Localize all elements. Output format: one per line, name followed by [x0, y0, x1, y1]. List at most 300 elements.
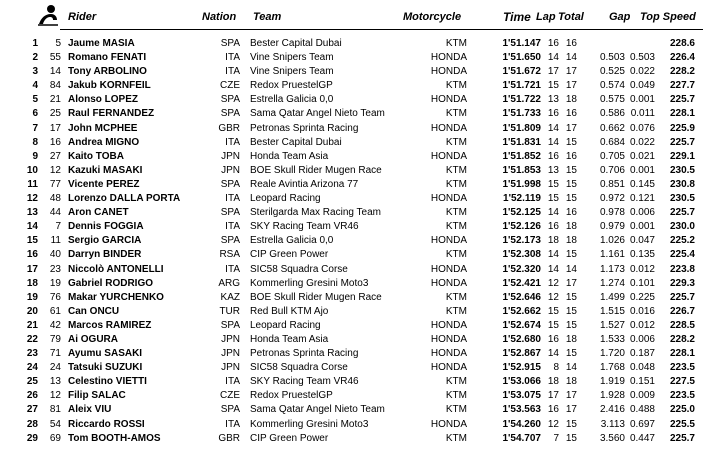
- gap-first-cell: 0.575: [599, 94, 625, 106]
- rider-name-cell: Lorenzo DALLA PORTA: [68, 193, 181, 205]
- nation-cell: ITA: [225, 418, 240, 430]
- rider-number-cell: 54: [49, 418, 61, 430]
- gap-previous-cell: 0.225: [629, 291, 655, 303]
- motorcycle-cell: KTM: [445, 432, 467, 444]
- team-cell: Petronas Sprinta Racing: [250, 122, 359, 134]
- header-team: Team: [253, 11, 282, 23]
- best-lap-cell: 14: [547, 263, 559, 275]
- top-speed-cell: 229.1: [669, 150, 695, 162]
- top-speed-cell: 227.7: [669, 80, 695, 92]
- motorcycle-cell: KTM: [445, 108, 467, 120]
- lap-time-cell: 1'51.733: [502, 108, 541, 120]
- gap-previous-cell: 0.151: [629, 376, 655, 388]
- top-speed-cell: 223.5: [669, 362, 695, 374]
- rider-number-cell: 13: [49, 376, 61, 388]
- team-cell: CIP Green Power: [250, 432, 329, 444]
- lap-time-cell: 1'53.075: [502, 390, 541, 402]
- gap-first-cell: 1.533: [599, 333, 625, 345]
- team-cell: Vine Snipers Team: [250, 52, 334, 64]
- nation-cell: ITA: [225, 376, 240, 388]
- top-speed-cell: 230.5: [669, 164, 695, 176]
- table-row: [0, 177, 709, 191]
- motorcycle-cell: HONDA: [430, 52, 467, 64]
- nation-cell: ITA: [225, 263, 240, 275]
- nation-cell: ITA: [225, 193, 240, 205]
- gap-first-cell: 0.705: [599, 150, 625, 162]
- table-row: [0, 135, 709, 149]
- gap-first-cell: 3.113: [600, 418, 625, 430]
- rider-number-cell: 79: [49, 333, 61, 345]
- motorcycle-cell: KTM: [445, 291, 467, 303]
- rider-name-cell: Niccolò ANTONELLI: [68, 263, 164, 275]
- total-laps-cell: 14: [565, 362, 577, 374]
- team-cell: SKY Racing Team VR46: [250, 221, 359, 233]
- total-laps-cell: 18: [565, 376, 577, 388]
- motorcycle-cell: KTM: [445, 390, 467, 402]
- total-laps-cell: 15: [565, 193, 577, 205]
- rider-name-cell: Celestino VIETTI: [68, 376, 147, 388]
- gap-previous-cell: 0.001: [629, 164, 655, 176]
- position-cell: 27: [26, 404, 38, 416]
- rider-number-cell: 69: [49, 432, 61, 444]
- lap-time-cell: 1'54.260: [502, 418, 541, 430]
- lap-time-cell: 1'52.173: [502, 235, 541, 247]
- team-cell: Redox PruestelGP: [250, 390, 333, 402]
- top-speed-cell: 225.4: [669, 249, 695, 261]
- table-row: [0, 402, 709, 416]
- team-cell: SIC58 Squadra Corse: [250, 362, 348, 374]
- rider-name-cell: Alonso LOPEZ: [68, 94, 138, 106]
- gap-previous-cell: 0.121: [629, 193, 655, 205]
- rider-number-cell: 48: [49, 193, 61, 205]
- rider-name-cell: Makar YURCHENKO: [68, 291, 164, 303]
- total-laps-cell: 15: [565, 432, 577, 444]
- rider-number-cell: 84: [49, 80, 61, 92]
- gap-first-cell: 0.503: [599, 52, 625, 64]
- team-cell: Kommerling Gresini Moto3: [250, 277, 369, 289]
- best-lap-cell: 7: [553, 432, 559, 444]
- best-lap-cell: 15: [547, 319, 559, 331]
- gap-first-cell: 0.586: [599, 108, 625, 120]
- lap-time-cell: 1'51.809: [502, 122, 541, 134]
- table-row: [0, 304, 709, 318]
- gap-previous-cell: 0.049: [629, 80, 655, 92]
- gap-previous-cell: 0.697: [629, 418, 655, 430]
- total-laps-cell: 17: [565, 66, 577, 78]
- table-row: [0, 92, 709, 106]
- motorcycle-cell: HONDA: [430, 319, 467, 331]
- team-cell: Bester Capital Dubai: [250, 136, 342, 148]
- best-lap-cell: 14: [547, 348, 559, 360]
- gap-previous-cell: 0.135: [629, 249, 655, 261]
- rider-number-cell: 77: [49, 178, 61, 190]
- nation-cell: CZE: [220, 390, 240, 402]
- header-motorcycle: Motorcycle: [403, 11, 462, 23]
- top-speed-cell: 225.7: [669, 207, 695, 219]
- gap-previous-cell: 0.009: [629, 390, 655, 402]
- team-cell: Reale Avintia Arizona 77: [250, 178, 359, 190]
- header-time: Time: [503, 10, 531, 24]
- position-cell: 2: [32, 52, 38, 64]
- top-speed-cell: 225.9: [669, 122, 695, 134]
- lap-time-cell: 1'52.320: [502, 263, 541, 275]
- top-speed-cell: 230.8: [669, 178, 695, 190]
- lap-time-cell: 1'52.680: [502, 333, 541, 345]
- nation-cell: JPN: [221, 150, 240, 162]
- total-laps-cell: 17: [565, 404, 577, 416]
- best-lap-cell: 17: [547, 66, 559, 78]
- team-cell: BOE Skull Rider Mugen Race: [250, 291, 382, 303]
- position-cell: 1: [32, 38, 38, 49]
- rider-name-cell: Aleix VIU: [68, 404, 112, 416]
- motorcycle-cell: HONDA: [430, 122, 467, 134]
- best-lap-cell: 12: [547, 418, 559, 430]
- motorcycle-cell: HONDA: [430, 348, 467, 360]
- nation-cell: SPA: [220, 235, 240, 247]
- best-lap-cell: 13: [547, 164, 559, 176]
- nation-cell: JPN: [221, 164, 240, 176]
- lap-time-cell: 1'52.646: [502, 291, 541, 303]
- rider-name-cell: Riccardo ROSSI: [68, 418, 145, 430]
- total-laps-cell: 15: [565, 249, 577, 261]
- header-top-speed: Top Speed: [640, 11, 696, 23]
- top-speed-cell: 228.2: [669, 333, 695, 345]
- rider-number-cell: 42: [49, 319, 61, 331]
- nation-cell: JPN: [221, 348, 240, 360]
- table-row: [0, 374, 709, 388]
- best-lap-cell: 16: [547, 108, 559, 120]
- gap-previous-cell: 0.012: [629, 263, 655, 275]
- table-row: [0, 163, 709, 177]
- rider-name-cell: Filip SALAC: [68, 390, 126, 402]
- team-cell: Estrella Galicia 0,0: [250, 94, 334, 106]
- rider-name-cell: Jakub KORNFEIL: [68, 80, 151, 92]
- motorcycle-cell: KTM: [445, 164, 467, 176]
- total-laps-cell: 14: [565, 52, 577, 64]
- gap-previous-cell: 0.021: [629, 150, 655, 162]
- rider-number-cell: 25: [49, 108, 61, 120]
- top-speed-cell: 230.0: [669, 221, 695, 233]
- position-cell: 17: [26, 263, 38, 275]
- total-laps-cell: 15: [565, 178, 577, 190]
- position-cell: 19: [26, 291, 38, 303]
- lap-time-cell: 1'52.308: [502, 249, 541, 261]
- lap-time-cell: 1'52.915: [502, 362, 541, 374]
- gap-previous-cell: 0.503: [629, 52, 655, 64]
- gap-first-cell: 1.720: [599, 348, 625, 360]
- nation-cell: ITA: [225, 66, 240, 78]
- gap-previous-cell: 0.016: [629, 305, 655, 317]
- top-speed-cell: 225.7: [669, 94, 695, 106]
- gap-previous-cell: 0.187: [629, 348, 655, 360]
- motorcycle-cell: KTM: [445, 249, 467, 261]
- position-cell: 13: [26, 207, 38, 219]
- lap-time-cell: 1'51.831: [502, 136, 541, 148]
- gap-previous-cell: 0.011: [630, 108, 655, 120]
- table-row: [0, 36, 709, 50]
- table-row: [0, 431, 709, 445]
- header-nation: Nation: [202, 11, 237, 23]
- total-laps-cell: 16: [565, 207, 577, 219]
- rider-name-cell: Tatsuki SUZUKI: [68, 362, 143, 374]
- table-row: [0, 121, 709, 135]
- motorcycle-cell: KTM: [445, 207, 467, 219]
- best-lap-cell: 15: [547, 80, 559, 92]
- position-cell: 12: [26, 193, 38, 205]
- gap-first-cell: 1.026: [599, 235, 625, 247]
- motorcycle-cell: HONDA: [430, 235, 467, 247]
- gap-first-cell: 1.527: [599, 319, 625, 331]
- top-speed-cell: 225.5: [669, 418, 695, 430]
- motorcycle-cell: HONDA: [430, 362, 467, 374]
- rider-name-cell: Ayumu SASAKI: [68, 348, 143, 360]
- position-cell: 15: [26, 235, 38, 247]
- rider-number-cell: 23: [49, 263, 61, 275]
- best-lap-cell: 14: [547, 136, 559, 148]
- top-speed-cell: 228.1: [669, 348, 695, 360]
- motorcycle-cell: KTM: [445, 376, 467, 388]
- gap-previous-cell: 0.012: [629, 319, 655, 331]
- rider-name-cell: Marcos RAMIREZ: [68, 319, 152, 331]
- top-speed-cell: 223.5: [669, 390, 695, 402]
- nation-cell: ITA: [225, 221, 240, 233]
- team-cell: SKY Racing Team VR46: [250, 376, 359, 388]
- rider-number-cell: 21: [49, 94, 61, 106]
- rider-number-cell: 14: [49, 66, 61, 78]
- motorcycle-cell: HONDA: [430, 66, 467, 78]
- position-cell: 26: [26, 390, 38, 402]
- best-lap-cell: 16: [547, 150, 559, 162]
- total-laps-cell: 17: [565, 277, 577, 289]
- team-cell: Honda Team Asia: [250, 333, 329, 345]
- total-laps-cell: 18: [565, 94, 577, 106]
- top-speed-cell: 228.5: [669, 319, 695, 331]
- position-cell: 18: [26, 277, 38, 289]
- team-cell: Petronas Sprinta Racing: [250, 348, 359, 360]
- total-laps-cell: 15: [565, 418, 577, 430]
- rider-number-cell: 19: [49, 277, 61, 289]
- lap-time-cell: 1'52.674: [502, 319, 541, 331]
- gap-first-cell: 1.928: [599, 390, 625, 402]
- nation-cell: RSA: [219, 249, 240, 261]
- gap-previous-cell: 0.488: [629, 404, 655, 416]
- rider-name-cell: Gabriel RODRIGO: [68, 277, 154, 289]
- position-cell: 9: [32, 150, 38, 162]
- nation-cell: SPA: [220, 38, 240, 49]
- table-row: [0, 64, 709, 78]
- gap-first-cell: 1.274: [599, 277, 625, 289]
- lap-time-cell: 1'52.867: [502, 348, 541, 360]
- best-lap-cell: 14: [547, 249, 559, 261]
- team-cell: Leopard Racing: [250, 319, 321, 331]
- team-cell: Leopard Racing: [250, 193, 321, 205]
- position-cell: 23: [26, 348, 38, 360]
- total-laps-cell: 15: [565, 136, 577, 148]
- top-speed-cell: 225.7: [669, 432, 695, 444]
- top-speed-cell: 226.7: [669, 305, 695, 317]
- total-laps-cell: 18: [565, 333, 577, 345]
- top-speed-cell: 228.2: [669, 66, 695, 78]
- best-lap-cell: 17: [547, 390, 559, 402]
- position-cell: 21: [26, 319, 38, 331]
- table-row: [0, 318, 709, 332]
- best-lap-cell: 14: [547, 52, 559, 64]
- rider-number-cell: 76: [49, 291, 61, 303]
- team-cell: Bester Capital Dubai: [250, 38, 342, 49]
- motorcycle-cell: HONDA: [430, 193, 467, 205]
- gap-previous-cell: 0.022: [629, 66, 655, 78]
- gap-previous-cell: 0.006: [629, 333, 655, 345]
- team-cell: Vine Snipers Team: [250, 66, 334, 78]
- table-row: [0, 290, 709, 304]
- nation-cell: SPA: [220, 404, 240, 416]
- lap-time-cell: 1'51.853: [502, 164, 541, 176]
- table-row: [0, 360, 709, 374]
- gap-previous-cell: 0.006: [629, 207, 655, 219]
- rider-number-cell: 27: [49, 150, 61, 162]
- top-speed-cell: 223.8: [669, 263, 695, 275]
- lap-time-cell: 1'52.126: [502, 221, 541, 233]
- rider-name-cell: Dennis FOGGIA: [68, 221, 144, 233]
- total-laps-cell: 16: [565, 38, 577, 49]
- nation-cell: TUR: [219, 305, 240, 317]
- gap-first-cell: 0.574: [599, 80, 625, 92]
- table-row: [0, 50, 709, 64]
- team-cell: Red Bull KTM Ajo: [250, 305, 329, 317]
- top-speed-cell: 227.5: [669, 376, 695, 388]
- team-cell: Sama Qatar Angel Nieto Team: [250, 404, 385, 416]
- lap-time-cell: 1'53.563: [502, 404, 541, 416]
- results-table: [0, 36, 709, 445]
- motorcycle-cell: KTM: [445, 136, 467, 148]
- lap-time-cell: 1'52.421: [502, 277, 541, 289]
- nation-cell: GBR: [218, 432, 240, 444]
- gap-previous-cell: 0.022: [629, 136, 655, 148]
- gap-previous-cell: 0.101: [629, 277, 655, 289]
- rider-name-cell: Romano FENATI: [68, 52, 147, 64]
- motorcycle-cell: KTM: [445, 80, 467, 92]
- nation-cell: SPA: [220, 319, 240, 331]
- gap-first-cell: 1.499: [599, 291, 625, 303]
- motorcycle-cell: KTM: [445, 404, 467, 416]
- rider-name-cell: Sergio GARCIA: [68, 235, 142, 247]
- motorcycle-cell: KTM: [445, 305, 467, 317]
- motorcycle-rider-icon: [36, 3, 60, 27]
- position-cell: 25: [26, 376, 38, 388]
- table-row: [0, 262, 709, 276]
- table-row: [0, 233, 709, 247]
- rider-name-cell: Kaito TOBA: [68, 150, 124, 162]
- motorcycle-cell: HONDA: [430, 94, 467, 106]
- position-cell: 8: [32, 136, 38, 148]
- rider-number-cell: 55: [49, 52, 61, 64]
- rider-name-cell: Kazuki MASAKI: [68, 164, 143, 176]
- lap-time-cell: 1'52.119: [503, 193, 541, 205]
- top-speed-cell: 225.0: [669, 404, 695, 416]
- table-row: [0, 276, 709, 290]
- header-divider: [60, 29, 703, 30]
- motorcycle-cell: HONDA: [430, 263, 467, 275]
- team-cell: CIP Green Power: [250, 249, 329, 261]
- rider-number-cell: 81: [49, 404, 61, 416]
- gap-previous-cell: 0.447: [629, 432, 655, 444]
- lap-time-cell: 1'51.722: [502, 94, 541, 106]
- nation-cell: JPN: [221, 362, 240, 374]
- total-laps-cell: 17: [565, 80, 577, 92]
- total-laps-cell: 15: [565, 291, 577, 303]
- table-row: [0, 346, 709, 360]
- best-lap-cell: 14: [547, 122, 559, 134]
- gap-first-cell: 0.979: [599, 221, 625, 233]
- gap-previous-cell: 0.001: [629, 94, 655, 106]
- lap-time-cell: 1'53.066: [502, 376, 541, 388]
- header-gap: Gap: [609, 11, 631, 23]
- position-cell: 10: [26, 164, 38, 176]
- rider-name-cell: Tony ARBOLINO: [68, 66, 147, 78]
- gap-first-cell: 0.978: [599, 207, 625, 219]
- nation-cell: JPN: [221, 333, 240, 345]
- rider-number-cell: 71: [49, 348, 61, 360]
- position-cell: 4: [32, 80, 38, 92]
- position-cell: 6: [32, 108, 38, 120]
- team-cell: Sama Qatar Angel Nieto Team: [250, 108, 385, 120]
- gap-first-cell: 0.525: [599, 66, 625, 78]
- motorcycle-cell: HONDA: [430, 150, 467, 162]
- motorcycle-cell: KTM: [445, 178, 467, 190]
- rider-name-cell: Can ONCU: [68, 305, 120, 317]
- gap-first-cell: 2.416: [599, 404, 625, 416]
- top-speed-cell: 226.4: [669, 52, 695, 64]
- position-cell: 11: [27, 178, 38, 190]
- lap-time-cell: 1'51.721: [502, 80, 541, 92]
- rider-number-cell: 24: [49, 362, 61, 374]
- position-cell: 5: [32, 94, 38, 106]
- table-row: [0, 219, 709, 233]
- nation-cell: SPA: [220, 178, 240, 190]
- top-speed-cell: 230.5: [669, 193, 695, 205]
- best-lap-cell: 18: [547, 235, 559, 247]
- best-lap-cell: 12: [547, 291, 559, 303]
- nation-cell: ARG: [218, 277, 240, 289]
- total-laps-cell: 15: [565, 348, 577, 360]
- top-speed-cell: 225.7: [669, 291, 695, 303]
- total-laps-cell: 17: [565, 122, 577, 134]
- lap-time-cell: 1'51.998: [502, 178, 541, 190]
- team-cell: SIC58 Squadra Corse: [250, 263, 348, 275]
- gap-first-cell: 1.768: [599, 362, 625, 374]
- team-cell: Kommerling Gresini Moto3: [250, 418, 369, 430]
- table-row: [0, 417, 709, 431]
- best-lap-cell: 16: [547, 333, 559, 345]
- team-cell: Redox PruestelGP: [250, 80, 333, 92]
- rider-number-cell: 5: [55, 38, 61, 49]
- rider-number-cell: 11: [50, 235, 61, 247]
- team-cell: Honda Team Asia: [250, 150, 329, 162]
- rider-number-cell: 16: [49, 136, 61, 148]
- header-rider: Rider: [68, 11, 97, 23]
- position-cell: 28: [26, 418, 38, 430]
- rider-name-cell: Ai OGURA: [68, 333, 118, 345]
- best-lap-cell: 13: [547, 94, 559, 106]
- total-laps-cell: 17: [565, 390, 577, 402]
- table-row: [0, 149, 709, 163]
- gap-first-cell: 0.706: [599, 164, 625, 176]
- table-row: [0, 332, 709, 346]
- lap-time-cell: 1'54.707: [502, 432, 541, 444]
- gap-first-cell: 1.173: [599, 263, 625, 275]
- best-lap-cell: 18: [547, 376, 559, 388]
- position-cell: 16: [26, 249, 38, 261]
